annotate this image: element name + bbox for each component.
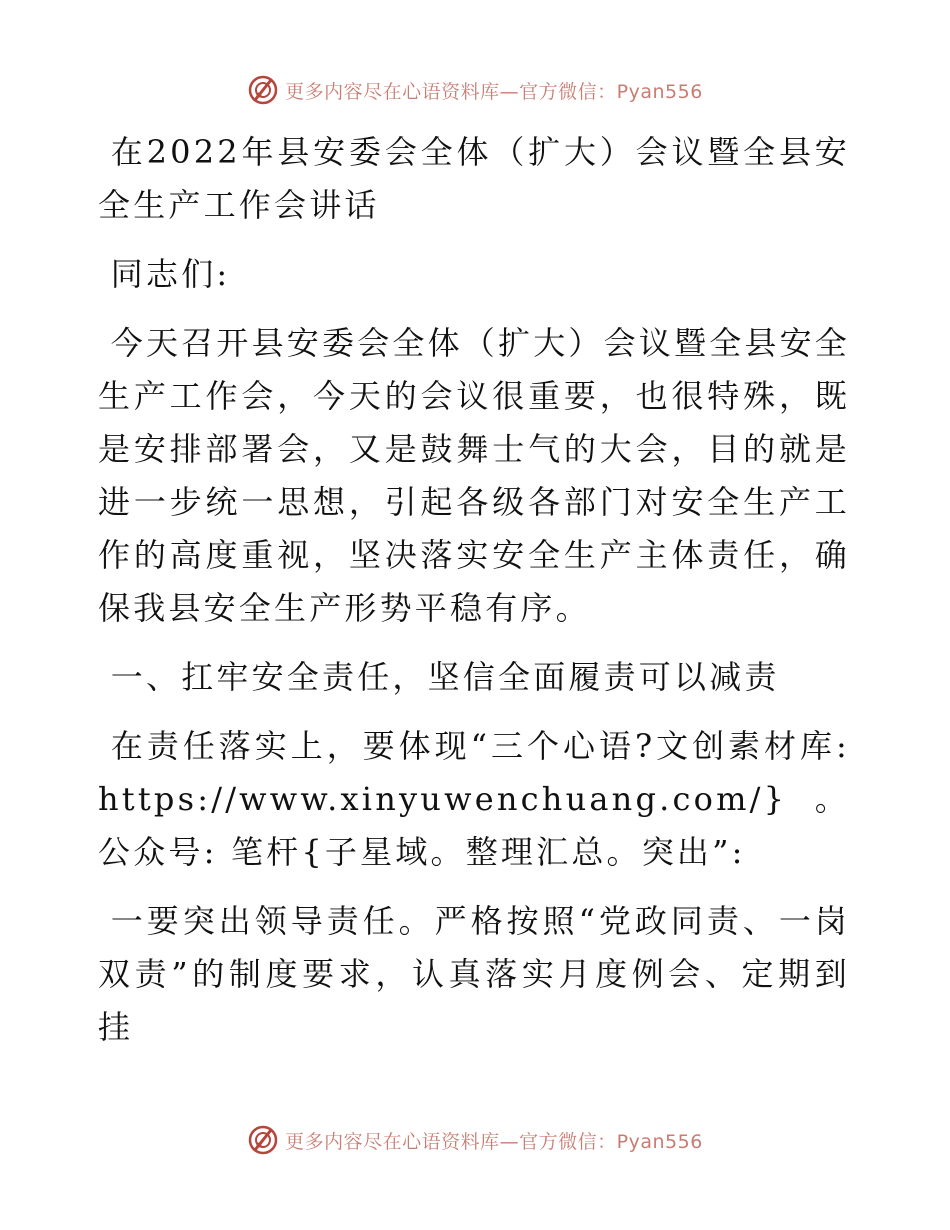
seal-logo-icon xyxy=(247,1124,279,1156)
salutation: 同志们: xyxy=(110,255,231,293)
seal-logo-icon xyxy=(247,74,279,106)
paragraph-intro: 今天召开县安委会全体（扩大）会议暨全县安全生产工作会，今天的会议很重要，也很特殊，既是安排部署会，又是鼓舞士气的大会，目的就是进一步统一思想，引起各级各部门对安全生产工作的高度重视，坚决落实安全生产主体责任，确保我县安全生产形势平稳有序。 xyxy=(98,324,850,627)
watermark-banner-bottom xyxy=(0,1122,950,1158)
document-title: 在2022年县安委会全体（扩大）会议暨全县安全生产工作会讲话 xyxy=(98,133,850,224)
paragraph-responsibility: 在责任落实上，要体现“三个心语?文创素材库:https://www.xinyuwenchuang.com/}。公众号: 笔杆{子星域。整理汇总。突出”: xyxy=(98,727,850,871)
document-body xyxy=(98,126,850,1070)
watermark-banner-top xyxy=(0,72,950,108)
section-heading-1: 一、扛牢安全责任，坚信全面履责可以减责 xyxy=(110,658,780,696)
paragraph-leadership: 一要突出领导责任。严格按照“党政同责、一岗双责”的制度要求，认真落实月度例会、定期到挂 xyxy=(98,902,850,1046)
watermark-text: 更多内容尽在心语资料库—官方微信：Pyan556 xyxy=(285,1130,703,1153)
watermark-text: 更多内容尽在心语资料库—官方微信：Pyan556 xyxy=(285,80,703,103)
